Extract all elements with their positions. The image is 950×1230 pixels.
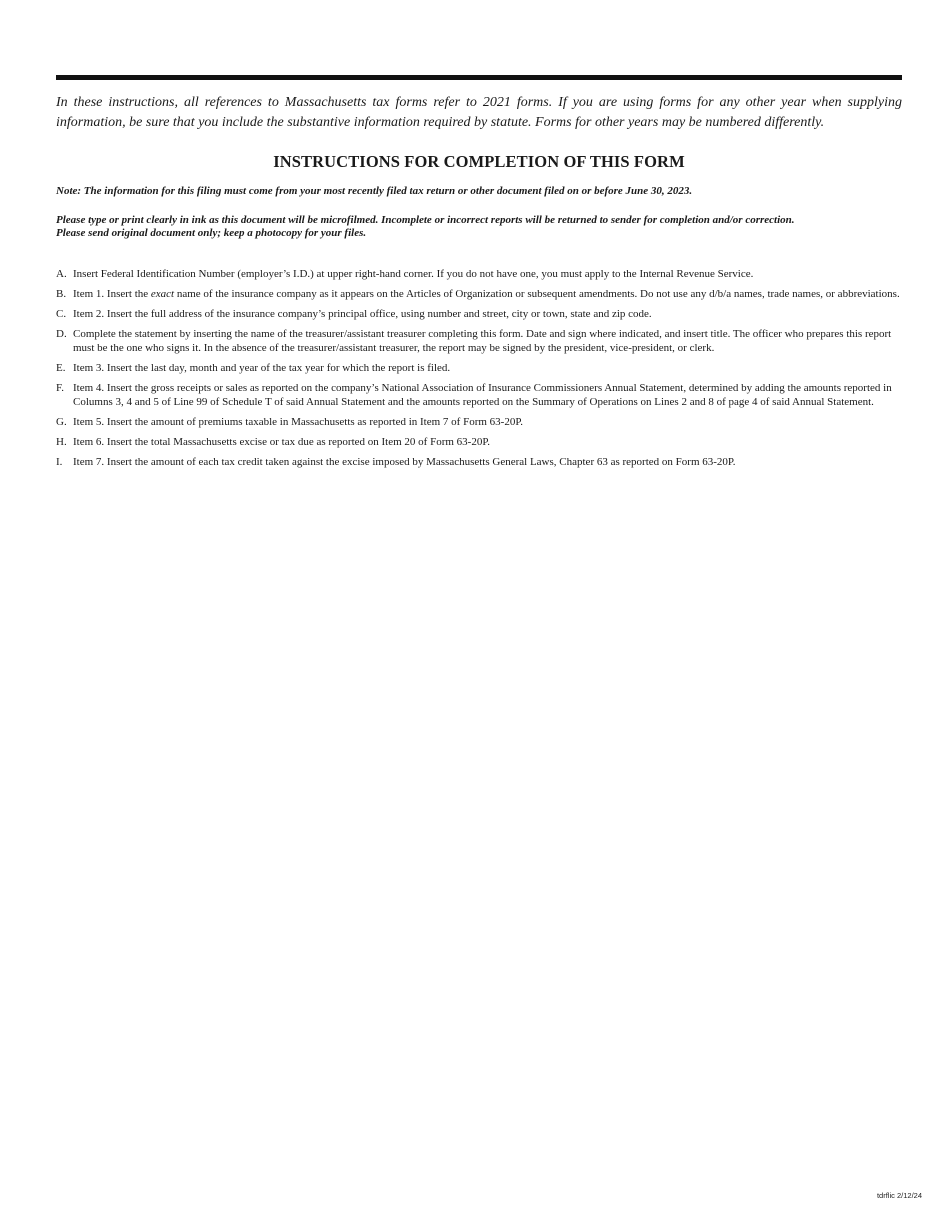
page-title: INSTRUCTIONS FOR COMPLETION OF THIS FORM	[273, 152, 685, 171]
item-letter: E.	[56, 362, 66, 374]
item-text: Item 6. Insert the total Massachusetts excise or tax due as reported on Item 20 of Form 63-20P.	[73, 436, 490, 448]
list-item	[56, 361, 902, 375]
list-item	[56, 381, 902, 409]
item-text: Item 5. Insert the amount of premiums taxable in Massachusetts as reported in Item 7 of Form 63-20P.	[73, 416, 523, 428]
item-letter: B.	[56, 288, 67, 300]
list-item	[56, 307, 902, 321]
item-text: Item 7. Insert the amount of each tax credit taken against the excise imposed by Massachusetts General Laws, Chapter 63 as reported on Form 63-20P.	[73, 456, 736, 468]
item-letter: I.	[56, 456, 63, 468]
form-revision-code: tdrflic 2/12/24	[876, 1191, 922, 1200]
item-text-emphasis: exact	[150, 288, 175, 300]
intro-paragraph: In these instructions, all references to Massachusetts tax forms refer to 2021 forms. If you are using forms for any other year when supplying information, be sure that you include the substantive information required by statute. Forms for other years may be numbered differently.	[56, 95, 902, 130]
list-item	[56, 435, 902, 449]
list-item	[56, 327, 902, 355]
item-letter: D.	[56, 328, 67, 340]
item-text: Item 4. Insert the gross receipts or sales as reported on the company’s National Association of Insurance Commissioners Annual Statement, determined by adding the amounts reported in Columns 3, 4 and 5 of Line 99 of Schedule T of said Annual Statement and the amounts reported on the Summary of Operations on Lines 2 and 8 of page 4 of said Annual Statement.	[73, 382, 892, 408]
please-paragraph	[56, 214, 902, 240]
please-line-2: Please send original document only; keep a photocopy for your files.	[56, 227, 367, 239]
list-item	[56, 455, 902, 469]
list-item	[56, 287, 902, 301]
item-letter: H.	[56, 436, 67, 448]
top-rule	[56, 75, 902, 80]
item-text: Insert Federal Identification Number (employer’s I.D.) at upper right-hand corner. If you do not have one, you must apply to the Internal Revenue Service.	[73, 268, 754, 280]
item-text: Complete the statement by inserting the name of the treasurer/assistant treasurer completing this form. Date and sign where indicated, and insert title. The officer who prepares this report must be the one who signs it. In the absence of the treasurer/assistant treasurer, the report may be signed by the president, vice-president, or clerk.	[73, 328, 892, 354]
item-text-prefix: Item 1. Insert the	[73, 288, 151, 300]
item-letter: F.	[56, 382, 64, 394]
please-line-1: Please type or print clearly in ink as this document will be microfilmed. Incomplete or incorrect reports will be returned to sender for completion and/or correction.	[56, 214, 795, 226]
item-text-suffix: name of the insurance company as it appears on the Articles of Organization or subsequent amendments. Do not use any d/b/a names, trade names, or abbreviations.	[174, 288, 900, 300]
item-text	[73, 287, 902, 301]
instructions-page	[56, 75, 902, 485]
item-letter: C.	[56, 308, 67, 320]
item-letter: A.	[56, 268, 67, 280]
item-letter: G.	[56, 416, 67, 428]
item-text: Item 3. Insert the last day, month and year of the tax year for which the report is filed.	[73, 362, 451, 374]
instruction-list	[56, 267, 902, 469]
item-text: Item 2. Insert the full address of the insurance company’s principal office, using number and street, city or town, state and zip code.	[73, 308, 652, 320]
list-item	[56, 415, 902, 429]
note-paragraph: Note: The information for this filing must come from your most recently filed tax return or other document filed on or before June 30, 2023.	[56, 185, 693, 197]
list-item	[56, 267, 902, 281]
